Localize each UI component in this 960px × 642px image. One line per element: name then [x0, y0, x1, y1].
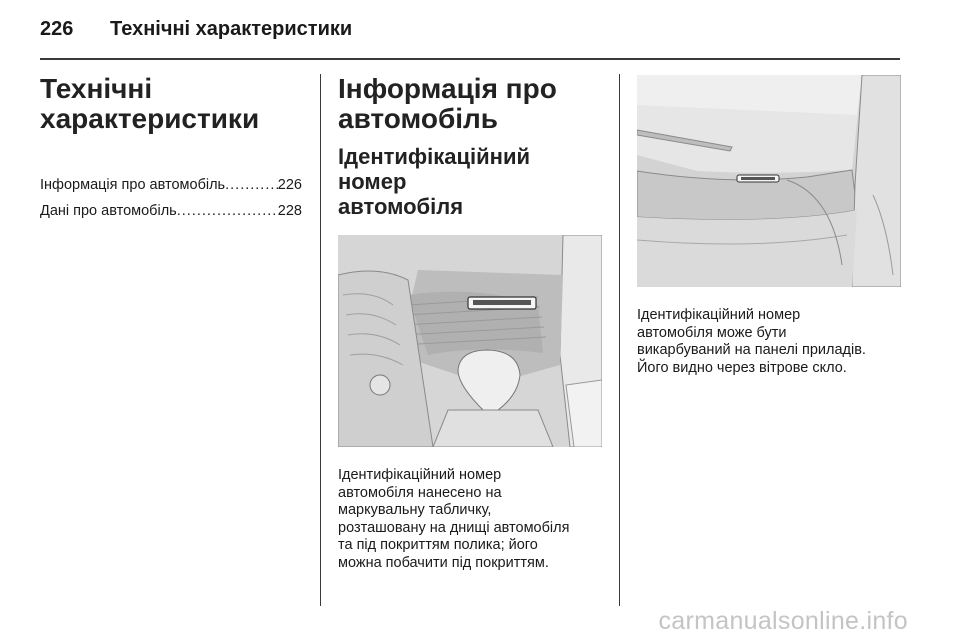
- header-divider: [40, 58, 900, 60]
- caption-line: Ідентифікаційний номер: [338, 467, 502, 483]
- caption-line: можна побачити під покриттям.: [338, 554, 549, 571]
- toc-entry[interactable]: [40, 172, 302, 198]
- section-column: [338, 74, 602, 572]
- column-divider-left: [320, 74, 321, 606]
- vin-windshield-caption: [637, 307, 901, 377]
- page-number: 226: [40, 17, 74, 40]
- vin-floor-caption: [338, 467, 602, 572]
- vin-windshield-illustration: [637, 75, 901, 287]
- caption-line: Його видно через вітрове скло.: [637, 359, 847, 376]
- section-title-line: автомобіль: [338, 103, 499, 134]
- running-title: Технічні характеристики: [110, 17, 353, 40]
- subsection-title: [338, 144, 602, 219]
- toc-leader-dots: [177, 198, 278, 224]
- caption-line: автомобіля може бути: [637, 324, 787, 341]
- toc-entry[interactable]: [40, 198, 302, 224]
- caption-line: Ідентифікаційний номер: [637, 307, 801, 323]
- toc-entry-page: 226: [277, 177, 302, 193]
- section-title: [338, 74, 602, 134]
- toc-entry-title: Інформація про автомобіль: [40, 177, 226, 193]
- toc-leader-dots: [225, 172, 278, 198]
- subsection-title-line: Ідентифікаційний номер: [338, 144, 531, 194]
- figure-column: [637, 74, 901, 377]
- page-header: [40, 14, 352, 44]
- watermark-text: carmanualsonline.info: [658, 607, 908, 635]
- vin-plate-floor-illustration: [338, 235, 602, 447]
- column-divider-right: [619, 74, 620, 606]
- caption-line: та під покриттям полика; його: [338, 537, 538, 553]
- chapter-title-line: Технічні: [40, 73, 153, 104]
- section-title-line: Інформація про: [338, 73, 557, 104]
- toc-entry-page: 228: [277, 203, 302, 219]
- chapter-column: [40, 74, 302, 224]
- caption-line: викарбуваний на панелі приладів.: [637, 342, 866, 358]
- caption-line: автомобіля нанесено на: [338, 484, 502, 501]
- table-of-contents: [40, 172, 302, 224]
- chapter-title: [40, 74, 302, 134]
- chapter-title-line: характеристики: [40, 103, 260, 134]
- subsection-title-line: автомобіля: [338, 194, 464, 219]
- caption-line: маркувальну табличку,: [338, 502, 492, 518]
- toc-entry-title: Дані про автомобіль: [40, 203, 177, 219]
- caption-line: розташовану на днищі автомобіля: [338, 519, 570, 536]
